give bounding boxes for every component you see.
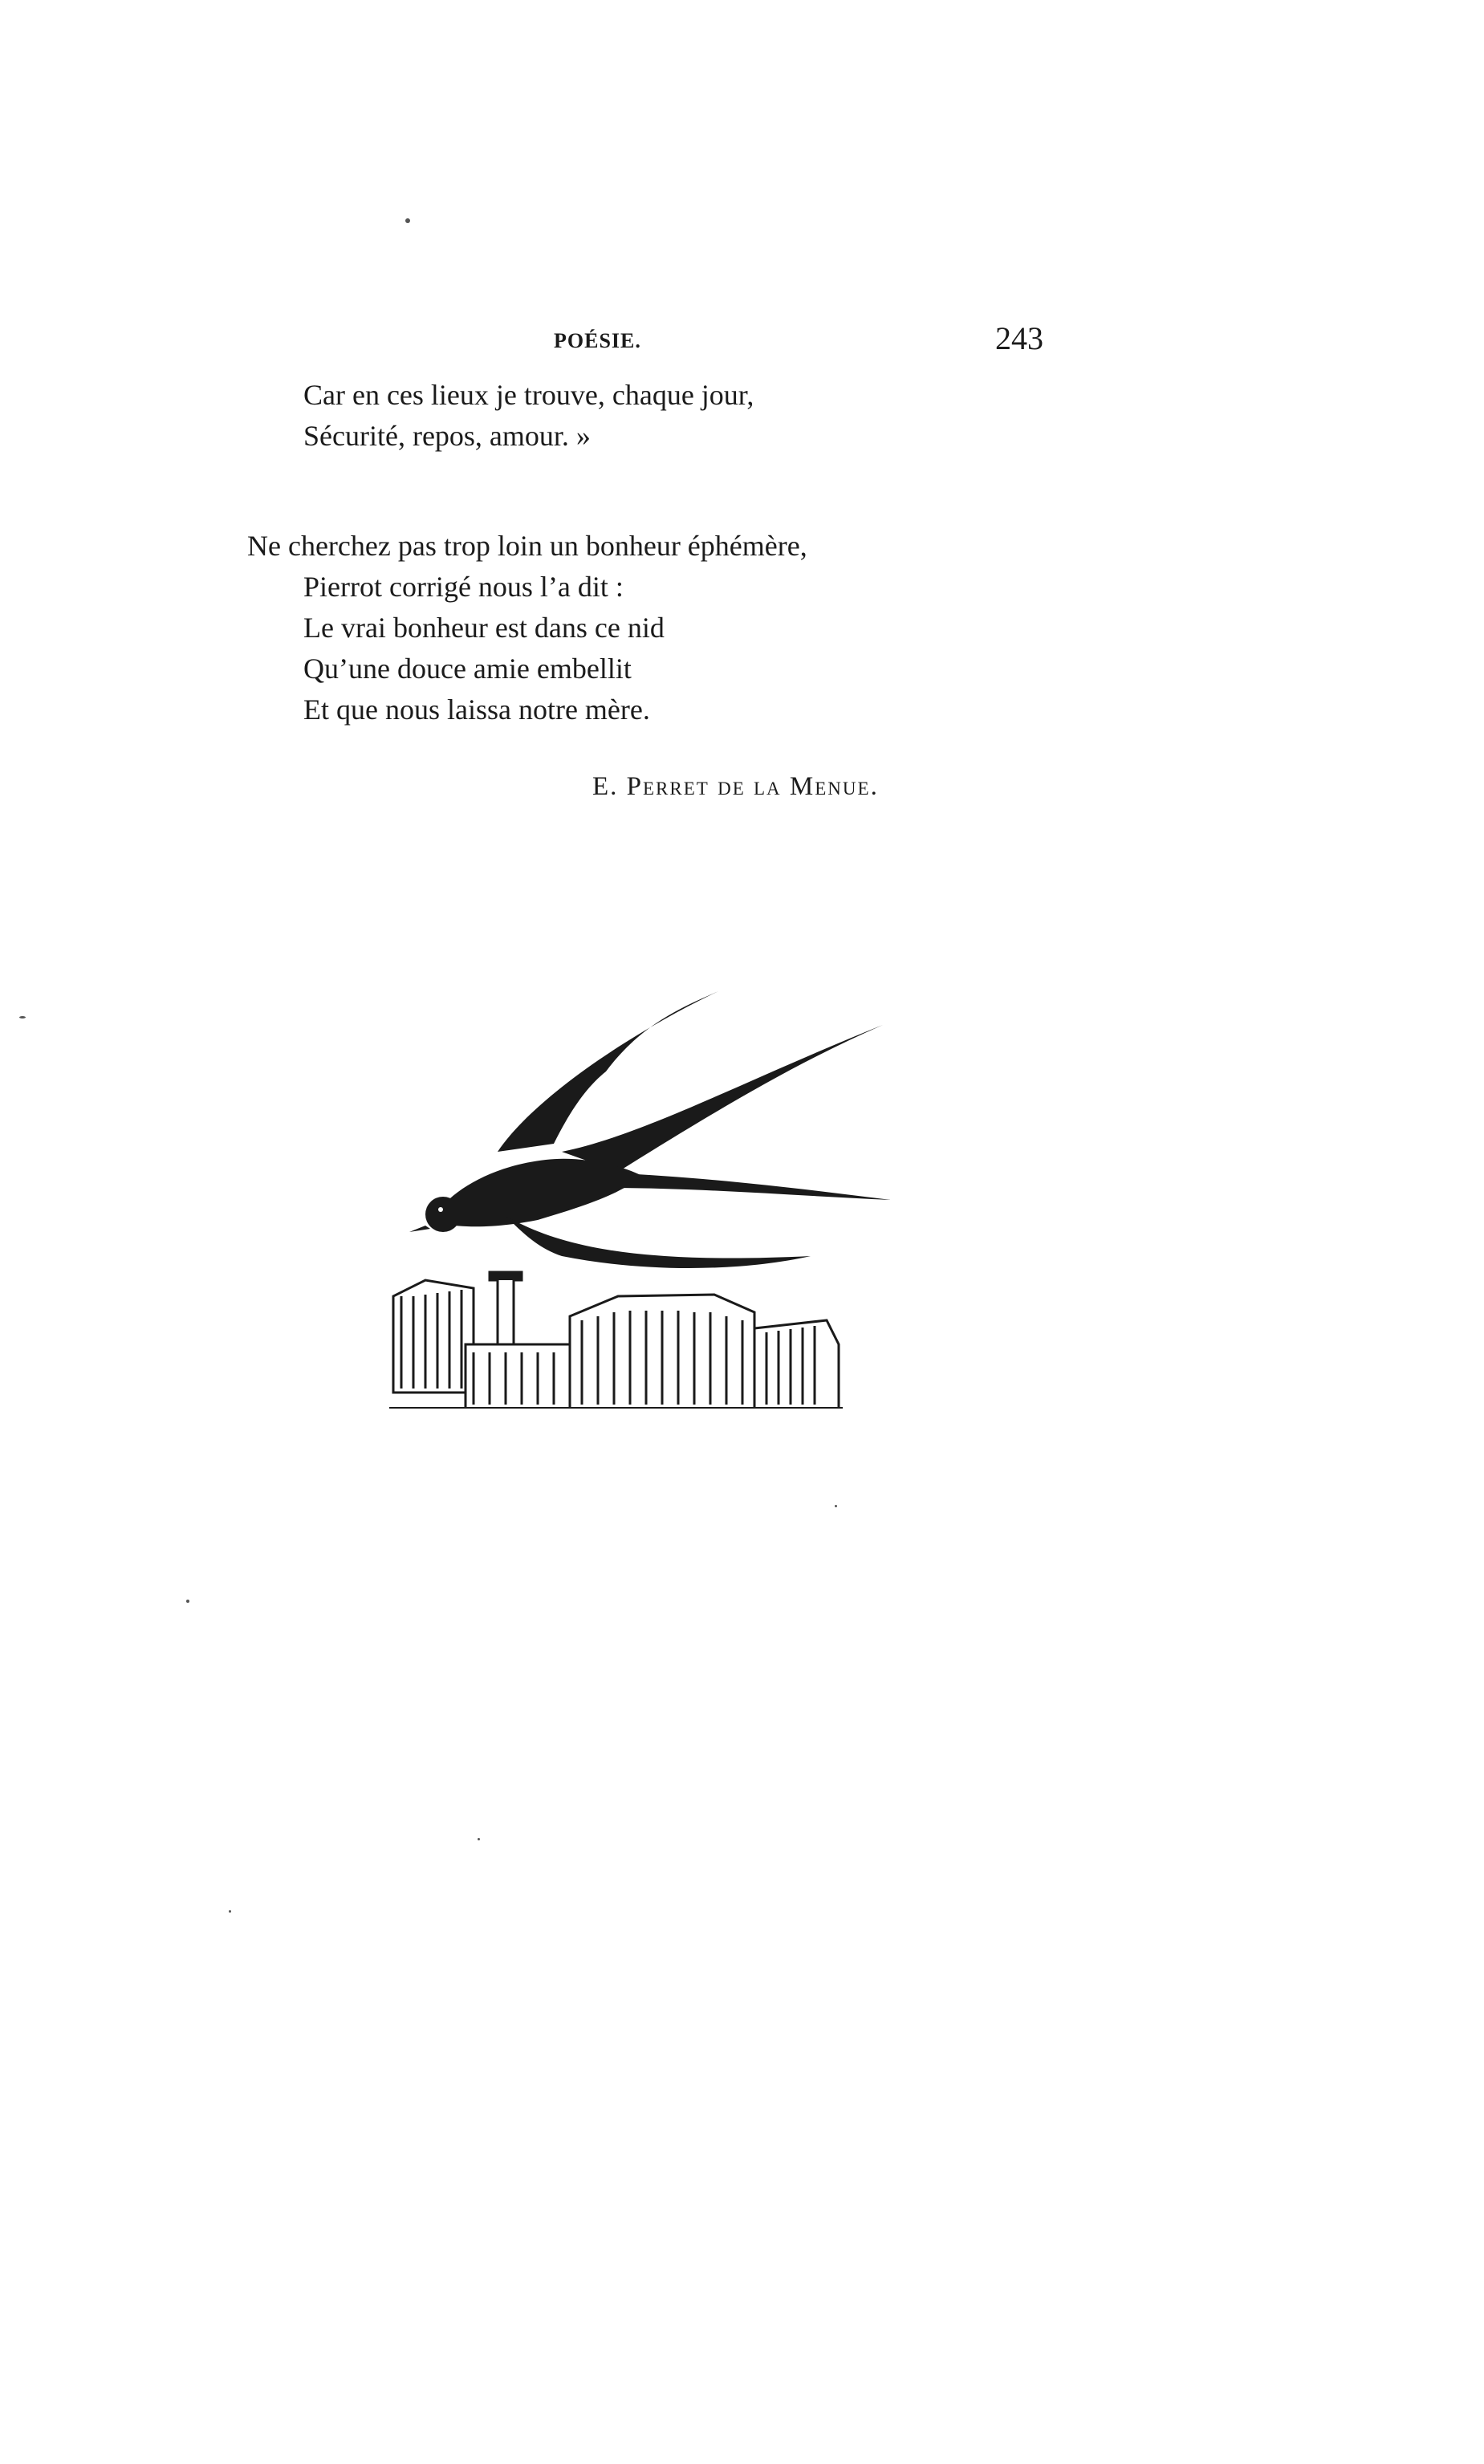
verse-line: Car en ces lieux je trouve, chaque jour, (303, 379, 754, 411)
stanza-2 (247, 526, 807, 730)
page-number: 243 (995, 320, 1043, 356)
swallow-engraving-icon (377, 991, 891, 1409)
verse-line: Et que nous laissa notre mère. (303, 693, 650, 726)
verse-line: Le vrai bonheur est dans ce nid (303, 612, 665, 644)
verse-line: Ne cherchez pas trop loin un bonheur éphémère, (247, 530, 807, 562)
verse-line: Pierrot corrigé nous l’a dit : (303, 571, 624, 603)
ink-speck (229, 1910, 231, 1913)
stanza-1 (303, 375, 754, 457)
author-signature: E. Perret de la Menue. (592, 772, 879, 801)
verse-line: Qu’une douce amie embellit (303, 653, 632, 685)
ink-speck (835, 1505, 837, 1507)
rooftop-icon (389, 1272, 843, 1409)
ink-speck (19, 1016, 26, 1019)
verse-line: Sécurité, repos, amour. » (303, 420, 591, 452)
ink-speck (405, 218, 410, 223)
running-title: POÉSIE. (554, 329, 641, 352)
ink-speck (478, 1838, 480, 1840)
swallow-icon (409, 991, 891, 1268)
ink-speck (186, 1600, 189, 1603)
